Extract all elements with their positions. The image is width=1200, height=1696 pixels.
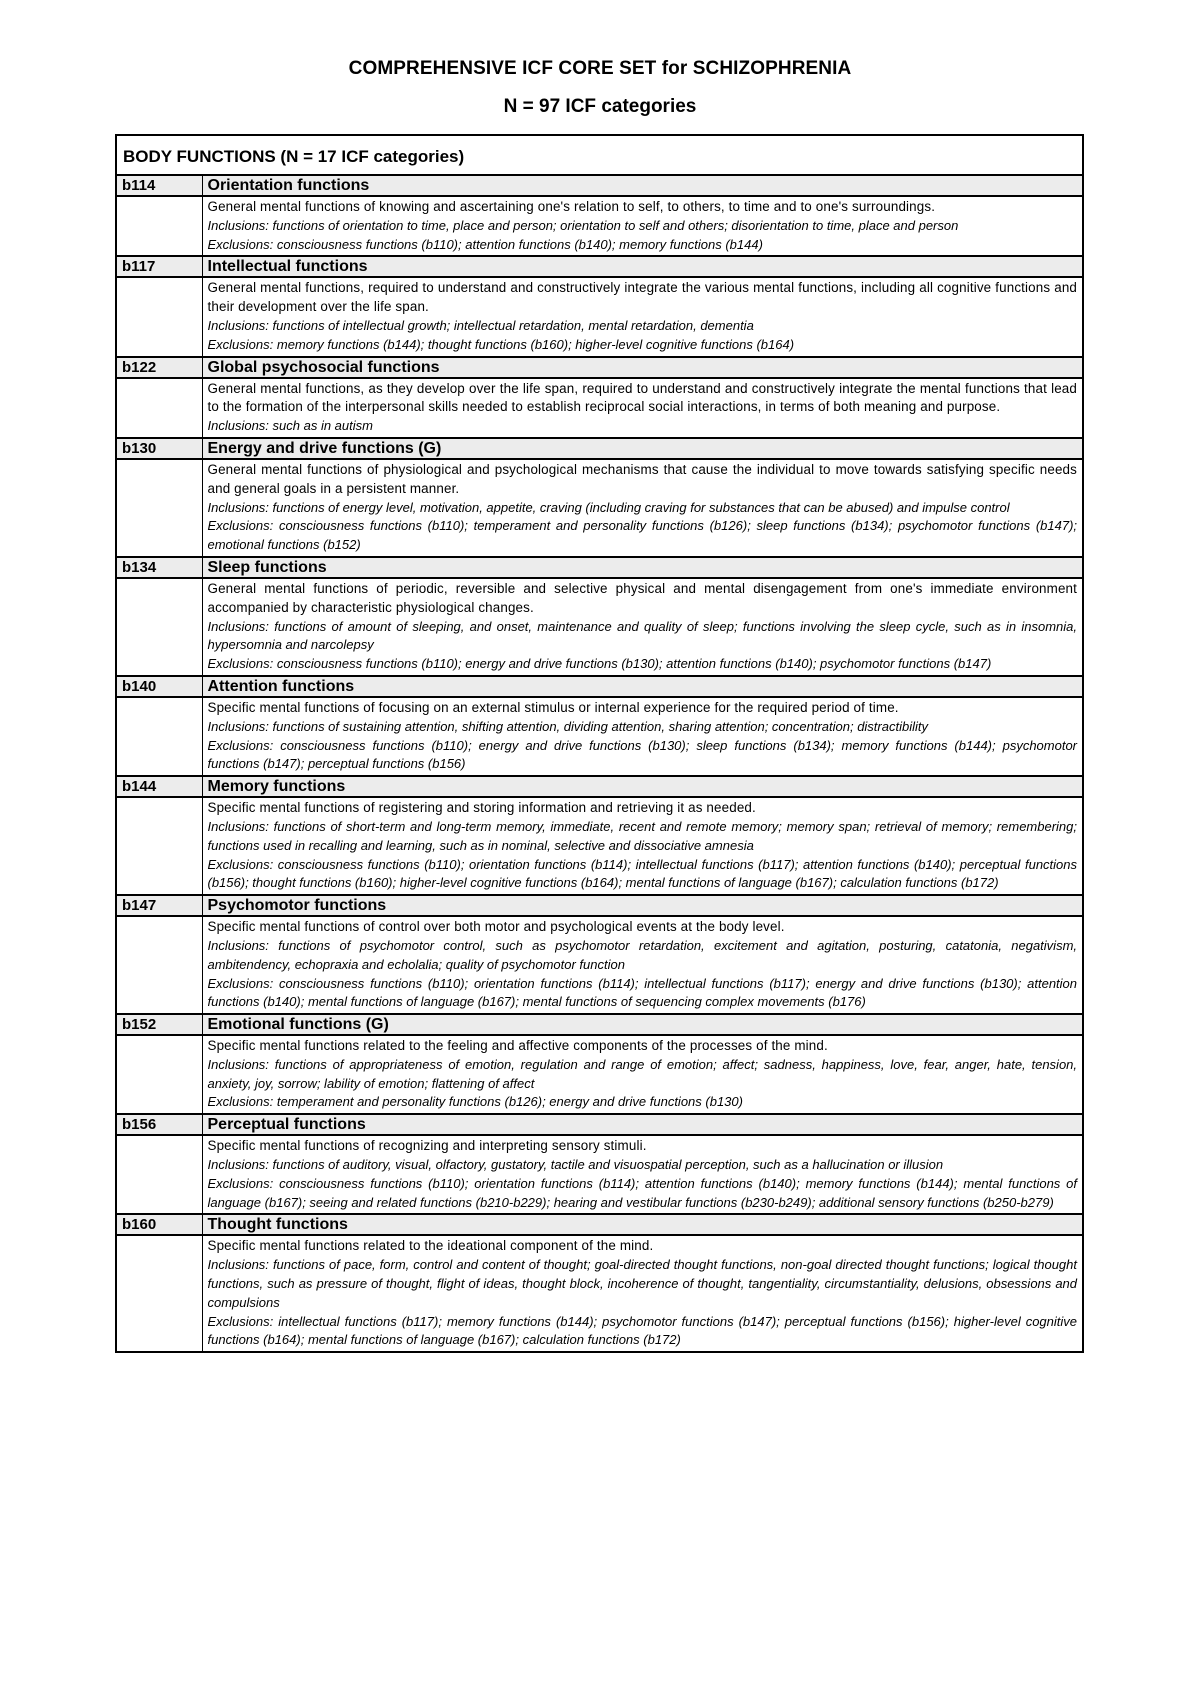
category-exclusions: Exclusions: temperament and personality functions (b126); energy and drive functions (b130): [207, 1094, 743, 1110]
category-description-row: [116, 378, 1083, 438]
code-column-spacer: [116, 1235, 202, 1352]
category-row: [116, 175, 1083, 196]
code-column-spacer: [116, 196, 202, 256]
category-definition: General mental functions, as they develop over the life span, required to understand and constructively integrate the mental functions that lead to the formation of the interpersonal skills needed to establish reciprocal social interactions, in terms of both meaning and purpose.: [207, 380, 1078, 415]
category-inclusions: Inclusions: functions of appropriateness of emotion, regulation and range of emotion; affect; sadness, happiness, love, fear, anger, hate, tension, anxiety, joy, sorrow; lability of emotion; flattening of affect: [207, 1056, 1078, 1091]
category-inclusions: Inclusions: functions of psychomotor control, such as psychomotor retardation, excitement and agitation, posturing, catatonia, negativism, ambitendency, echopraxia and echolalia; quality of psychomotor function: [207, 937, 1078, 972]
category-name: Memory functions: [202, 776, 1083, 797]
category-inclusions: Inclusions: such as in autism: [207, 418, 373, 434]
code-column-spacer: [116, 578, 202, 676]
category-description: [202, 578, 1083, 676]
category-code: b160: [116, 1214, 202, 1235]
code-column-spacer: [116, 1135, 202, 1214]
category-name: Orientation functions: [202, 175, 1083, 196]
document-title: COMPREHENSIVE ICF CORE SET for SCHIZOPHRENIA: [348, 58, 852, 79]
category-row: [116, 256, 1083, 277]
category-description: [202, 196, 1083, 256]
category-name: Emotional functions (G): [202, 1014, 1083, 1035]
category-description-row: [116, 697, 1083, 776]
category-description: [202, 1035, 1083, 1114]
category-code: b152: [116, 1014, 202, 1035]
category-name: Attention functions: [202, 676, 1083, 697]
category-name: Energy and drive functions (G): [202, 438, 1083, 459]
category-inclusions: Inclusions: functions of amount of sleeping, and onset, maintenance and quality of sleep; functions involving the sleep cycle, such as in insomnia, hypersomnia and narcolepsy: [207, 618, 1078, 653]
category-code: b114: [116, 175, 202, 196]
section-heading: BODY FUNCTIONS (N = 17 ICF categories): [116, 135, 1083, 175]
category-description-row: [116, 1135, 1083, 1214]
category-description-row: [116, 459, 1083, 557]
category-row: [116, 438, 1083, 459]
category-description-row: [116, 797, 1083, 895]
category-description: [202, 916, 1083, 1014]
category-exclusions: Exclusions: consciousness functions (b110); orientation functions (b114); intellectual functions (b117); attention functions (b140); perceptual functions (b156); thought functions (b160); higher-level cognitive functions (b164); mental functions of language (b167); calculation functions (b172): [207, 856, 1078, 891]
category-inclusions: Inclusions: functions of sustaining attention, shifting attention, dividing attention, sharing attention; concentration; distractibility: [207, 718, 928, 734]
section-header-row: [116, 135, 1083, 175]
category-definition: General mental functions, required to understand and constructively integrate the various mental functions, including all cognitive functions and their development over the life span.: [207, 280, 1078, 315]
category-description-row: [116, 277, 1083, 356]
category-inclusions: Inclusions: functions of pace, form, control and content of thought; goal-directed thought functions, non-goal directed thought functions; logical thought functions, such as pressure of thought, flight of ideas, thought block, incoherence of thought, tangentiality, circumstantiality, delusions, obsessions and compulsions: [207, 1257, 1078, 1310]
category-exclusions: Exclusions: consciousness functions (b110); temperament and personality functions (b126); sleep functions (b134); psychomotor functions (b147); emotional functions (b152): [207, 518, 1078, 553]
category-exclusions: Exclusions: consciousness functions (b110); attention functions (b140); memory functions (b144): [207, 236, 763, 252]
category-description: [202, 797, 1083, 895]
category-description-row: [116, 916, 1083, 1014]
category-row: [116, 557, 1083, 578]
category-row: [116, 895, 1083, 916]
code-column-spacer: [116, 797, 202, 895]
category-description-row: [116, 196, 1083, 256]
category-definition: General mental functions of periodic, reversible and selective physical and mental disengagement from one's immediate environment accompanied by characteristic physiological changes.: [207, 580, 1078, 615]
category-inclusions: Inclusions: functions of energy level, motivation, appetite, craving (including craving for substances that can be abused) and impulse control: [207, 499, 1010, 515]
code-column-spacer: [116, 916, 202, 1014]
category-description-row: [116, 1235, 1083, 1352]
code-column-spacer: [116, 378, 202, 438]
category-code: b130: [116, 438, 202, 459]
category-name: Thought functions: [202, 1214, 1083, 1235]
category-exclusions: Exclusions: memory functions (b144); thought functions (b160); higher-level cognitive functions (b164): [207, 336, 795, 352]
category-inclusions: Inclusions: functions of auditory, visual, olfactory, gustatory, tactile and visuospatial perception, such as a hallucination or illusion: [207, 1157, 944, 1173]
category-description-row: [116, 1035, 1083, 1114]
category-row: [116, 676, 1083, 697]
category-definition: Specific mental functions of focusing on an external stimulus or internal experience for the required period of time.: [207, 699, 899, 715]
category-description: [202, 1135, 1083, 1214]
document-subtitle: N = 97 ICF categories: [503, 96, 697, 117]
code-column-spacer: [116, 277, 202, 356]
category-inclusions: Inclusions: functions of intellectual growth; intellectual retardation, mental retardation, dementia: [207, 317, 754, 333]
category-code: b140: [116, 676, 202, 697]
core-set-table: [115, 134, 1084, 1353]
category-definition: Specific mental functions of control over both motor and psychological events at the body level.: [207, 919, 785, 935]
category-exclusions: Exclusions: consciousness functions (b110); energy and drive functions (b130); attention functions (b140); psychomotor functions (b147): [207, 656, 992, 672]
category-exclusions: Exclusions: consciousness functions (b110); orientation functions (b114); attention functions (b140); memory functions (b144); mental functions of language (b167); seeing and related functions (b210-b229); hearing and vestibular functions (b230-b249); additional sensory functions (b250-b279): [207, 1175, 1078, 1210]
category-row: [116, 1014, 1083, 1035]
category-code: b144: [116, 776, 202, 797]
category-inclusions: Inclusions: functions of short-term and long-term memory, immediate, recent and remote memory; memory span; retrieval of memory; remembering; functions used in recalling and learning, such as in nominal, selective and dissociative amnesia: [207, 818, 1078, 853]
category-definition: Specific mental functions of registering and storing information and retrieving it as needed.: [207, 800, 756, 816]
category-code: b147: [116, 895, 202, 916]
category-row: [116, 1114, 1083, 1135]
category-description: [202, 1235, 1083, 1352]
category-name: Intellectual functions: [202, 256, 1083, 277]
category-code: b117: [116, 256, 202, 277]
category-exclusions: Exclusions: consciousness functions (b110); orientation functions (b114); intellectual functions (b117); energy and drive functions (b130); attention functions (b140); mental functions of language (b167); mental functions of sequencing complex movements (b176): [207, 975, 1078, 1010]
category-definition: Specific mental functions of recognizing and interpreting sensory stimuli.: [207, 1138, 647, 1154]
category-description-row: [116, 578, 1083, 676]
category-definition: Specific mental functions related to the ideational component of the mind.: [207, 1238, 654, 1254]
code-column-spacer: [116, 459, 202, 557]
category-exclusions: Exclusions: consciousness functions (b110); energy and drive functions (b130); sleep functions (b134); memory functions (b144); psychomotor functions (b147); perceptual functions (b156): [207, 737, 1078, 772]
code-column-spacer: [116, 1035, 202, 1114]
category-definition: Specific mental functions related to the feeling and affective components of the processes of the mind.: [207, 1038, 828, 1054]
core-set-table-body: [116, 135, 1083, 1352]
category-name: Global psychosocial functions: [202, 357, 1083, 378]
category-name: Perceptual functions: [202, 1114, 1083, 1135]
category-definition: General mental functions of physiological and psychological mechanisms that cause the individual to move towards satisfying specific needs and general goals in a persistent manner.: [207, 461, 1078, 496]
category-description: [202, 277, 1083, 356]
category-row: [116, 1214, 1083, 1235]
category-code: b134: [116, 557, 202, 578]
category-description: [202, 459, 1083, 557]
category-description: [202, 378, 1083, 438]
category-description: [202, 697, 1083, 776]
category-exclusions: Exclusions: intellectual functions (b117); memory functions (b144); psychomotor functions (b147); perceptual functions (b156); higher-level cognitive functions (b164); mental functions of language (b167); calculation functions (b172): [207, 1313, 1078, 1348]
category-code: b156: [116, 1114, 202, 1135]
category-definition: General mental functions of knowing and ascertaining one's relation to self, to others, to time and to one's surroundings.: [207, 199, 936, 214]
category-row: [116, 357, 1083, 378]
code-column-spacer: [116, 697, 202, 776]
category-row: [116, 776, 1083, 797]
category-name: Sleep functions: [202, 557, 1083, 578]
category-inclusions: Inclusions: functions of orientation to time, place and person; orientation to self and others; disorientation to time, place and person: [207, 217, 959, 233]
category-code: b122: [116, 357, 202, 378]
category-name: Psychomotor functions: [202, 895, 1083, 916]
